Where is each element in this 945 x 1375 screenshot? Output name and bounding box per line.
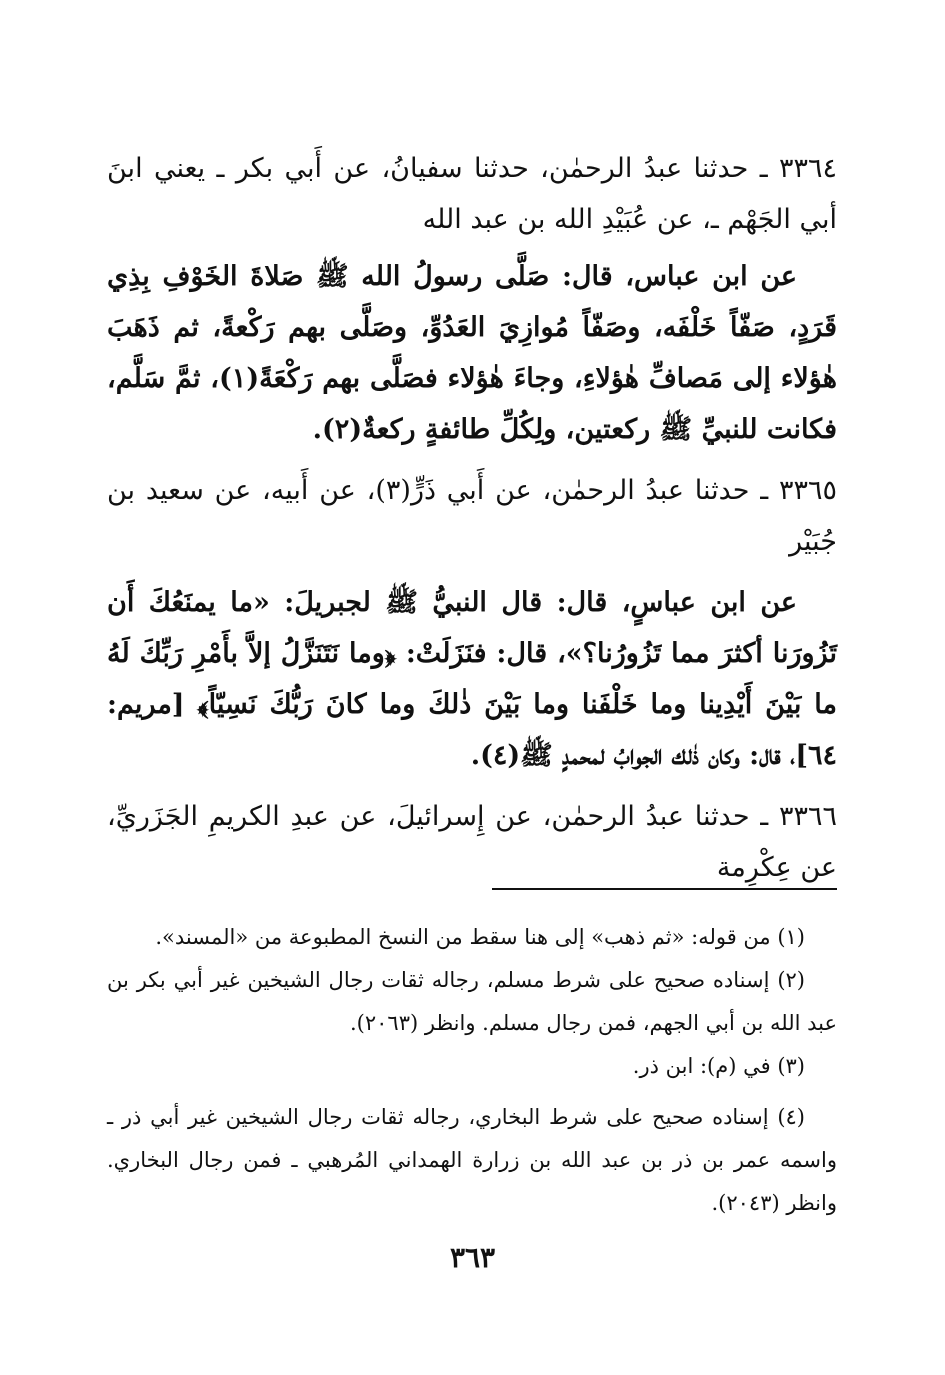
- footnotes-section: [107, 916, 837, 1225]
- hadith-3365-isnad: ٣٣٦٥ ـ حدثنا عبدُ الرحمٰن، عن أَبي ذَرٍّ(٣)، عن أَبيه، عن سعيد بن جُبَيْر: [107, 475, 837, 557]
- page-number: ٣٦٣: [449, 1241, 496, 1274]
- footnote-4: (٤) إسناده صحيح على شرط البخاري، رجاله ثقات رجال الشيخين غير أبي ذر ـ واسمه عمر بن ذر بن عبد الله بن زرارة الهمداني المُرهبي ـ فمن رجال البخاري. وانظر (٢٠٤٣).: [107, 1105, 837, 1215]
- hadith-3366-isnad: ٣٣٦٦ ـ حدثنا عبدُ الرحمٰن، عن إِسرائيلَ، عن عبدِ الكريمِ الجَزَريِّ، عن عِكْرِمة: [107, 801, 837, 883]
- footnote-2: (٢) إسناده صحيح على شرط مسلم، رجاله ثقات رجال الشيخين غير أبي بكر بن عبد الله بن أبي الجهم، فمن رجال مسلم. وانظر (٢٠٦٣).: [107, 968, 837, 1035]
- hadith-3365-matn: عن ابن عباسٍ، قال: قال النبيُّ ﷺ لجبريلَ: «ما يمنَعُكَ أَن تَزُورَنا أكثرَ مما تَزُورُنا؟»، قال: فنَزَلَتْ: ﴿وما نَتَنَزَّلُ إلاَّ بأَمْرِ رَبِّكَ لَهُ ما بَيْنَ أَيْدِينا وما خَلْفَنا وما بَيْنَ ذٰلكَ وما كانَ رَبُّكَ نَسِيّاً﴾ [مريم: ٦٤]، قال: وكان ذٰلك الجوابُ لمحمدٍ ﷺ(٤).: [107, 587, 837, 771]
- hadith-3364-isnad: ٣٣٦٤ ـ حدثنا عبدُ الرحمٰن، حدثنا سفيانُ، عن أَبي بكر ـ يعني ابنَ أبي الجَهْم ـ، عن عُبَيْدِ الله بن عبد الله: [107, 153, 837, 235]
- hadith-3364-matn: عن ابن عباس، قال: صَلَّى رسولُ الله ﷺ صَلاةَ الخَوْفِ بِذِي قَرَدٍ، صَفّاً خَلْفَه، وصَفّاً مُوازِيَ العَدُوِّ، وصَلَّى بهم رَكْعةً، ثم ذَهَبَ هٰؤلاء إلى مَصافِّ هٰؤلاءِ، وجاءَ هٰؤلاء فصَلَّى بهم رَكْعَةً(١)، ثمَّ سَلَّم، فكانت للنبيِّ ﷺ ركعتين، ولِكُلِّ طائفةٍ ركعةٌ(٢).: [107, 261, 837, 445]
- footnote-1: (١) من قوله: «ثم ذهب» إلى هنا سقط من النسخ المطبوعة من «المسند».: [155, 925, 805, 949]
- footnote-3: (٣) في (م): ابن ذر.: [632, 1054, 805, 1078]
- footnote-divider: [492, 888, 837, 890]
- hadith-text-body: [107, 143, 837, 893]
